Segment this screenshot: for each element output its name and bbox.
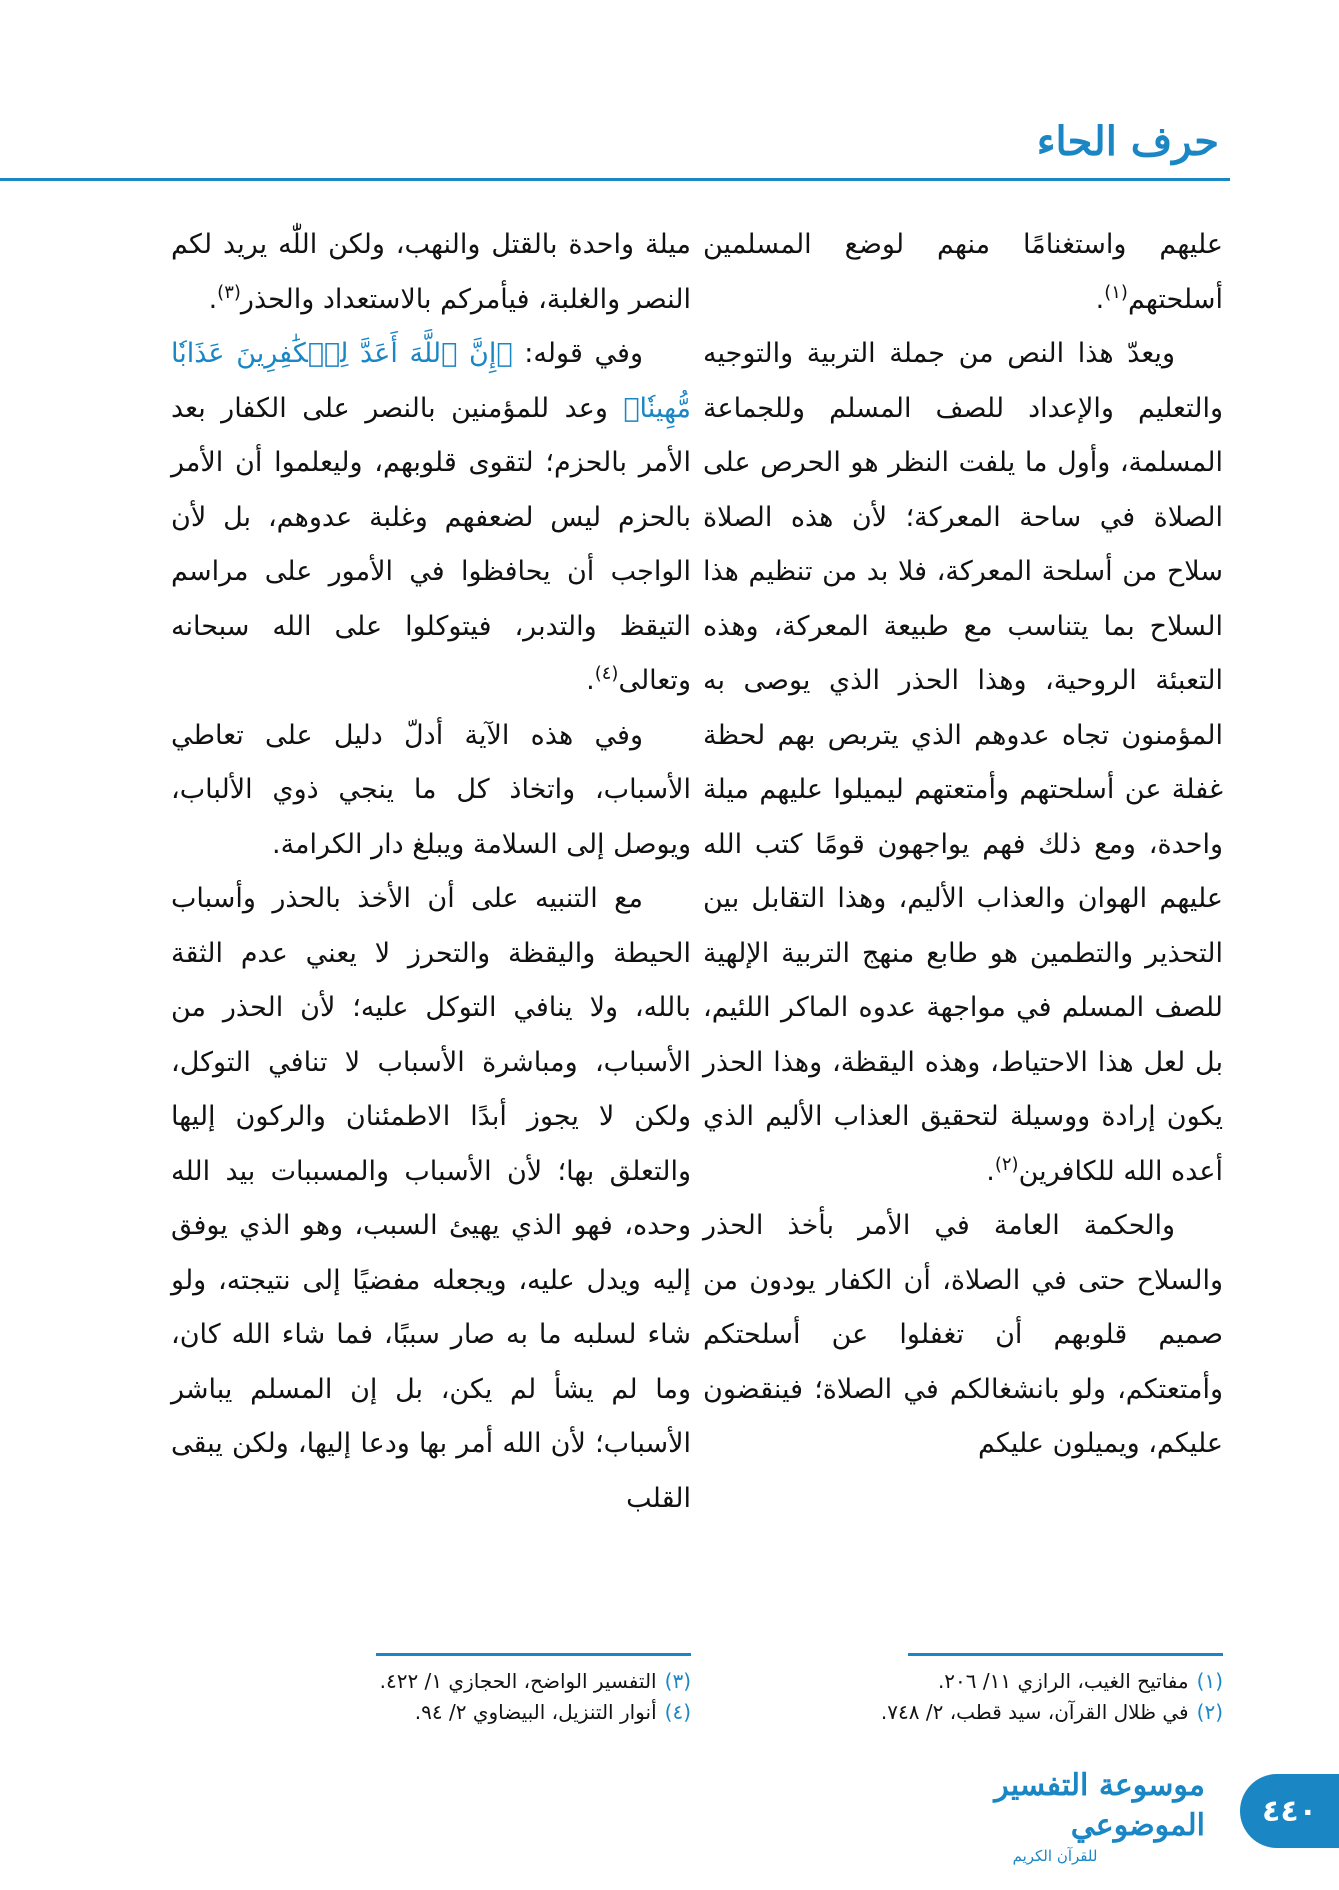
footnote [703,1666,1223,1697]
paragraph: وفي هذه الآية أدلّ دليل على تعاطي الأسباب، واتخاذ كل ما ينجي ذوي الألباب، ويوصل إلى السلامة ويبلغ دار الكرامة. [171,719,691,860]
paragraph-text: وفي قوله: [512,338,643,369]
paragraph: مع التنبيه على أن الأخذ بالحذر وأسباب الحيطة واليقظة والتحرز لا يعني عدم الثقة بالله، ولا ينافي التوكل عليه؛ لأن الحذر من الأسباب، ومباشرة الأسباب لا تنافي التوكل، ولكن لا يجوز أبدًا الاطمئنان والركون إليها والتعلق بها؛ لأن الأسباب والمسببات بيد الله وحده، فهو الذي يهيئ السبب، وهو الذي يوفق إليه ويدل عليه، ويجعله مفضيًا إلى نتيجته، ولو شاء لسلبه ما به صار سببًا، فما شاء الله كان، وما لم يشأ لم يكن، بل إن المسلم يباشر الأسباب؛ لأن الله أمر بها ودعا إليها، ولكن يبقى القلب [171,883,691,1514]
footnote-number: (١) [1196,1669,1223,1693]
footnote-ref[interactable]: (١) [1104,281,1128,303]
paragraph-text: ميلة واحدة بالقتل والنهب، ولكن اللّٰه يريد لكم النصر والغلبة، فيأمركم بالاستعداد والحذر [171,229,691,315]
page-number: ٤٤٠ [1262,1793,1317,1829]
footnotes-left [171,1666,691,1728]
paragraph-text: . [586,665,595,696]
paragraph-text: . [208,283,218,315]
paragraph-text: وعد للمؤمنين بالنصر على الكفار بعد الأمر بالحزم؛ لتقوى قلوبهم، وليعلموا أن الأمر بالحزم ليس لضعفهم وغلبة عدوهم، بل لأن الواجب أن يحافظوا في الأمور على مراسم التيقظ والتدبر، فيتوكلوا على الله سبحانه وتعالى [171,392,691,696]
footnotes-right [703,1666,1223,1728]
footnote-ref[interactable]: (٤) [594,663,619,684]
footnote [703,1697,1223,1728]
footnote-divider [908,1653,1223,1656]
footnote-number: (٢) [1196,1700,1223,1724]
encyclopedia-logo [905,1768,1205,1865]
page-number-badge [1240,1774,1339,1848]
footnote-ref[interactable]: (٢) [994,1153,1019,1175]
paragraph [703,327,1223,1199]
footnote-ref[interactable]: (٣) [217,281,241,303]
quran-verse: ﴿إِنَّ ٱللَّهَ أَعَدَّ لِلۡكَٰفِرِينَ عَذَابٗا مُّهِينٗا﴾ [171,338,691,424]
logo-title: موسوعة التفسير الموضوعي [994,1768,1205,1843]
paragraph-text: . [986,1155,995,1187]
page-header-title: حرف الحاء [1036,118,1219,165]
footnote-text: أنوار التنزيل، البيضاوي ٢/ ٩٤. [414,1700,657,1724]
footnote-number: (٣) [664,1669,691,1693]
header-divider [0,178,1230,181]
paragraph-text: عليهم واستغنامًا منهم لوضع المسلمين أسلحتهم [703,229,1223,315]
footnote-number: (٤) [664,1700,691,1724]
paragraph-text: . [1095,283,1105,315]
footnote-divider [376,1653,691,1656]
footnote [171,1697,691,1728]
text-column-left [171,218,691,1526]
footnote-text: في ظلال القرآن، سيد قطب، ٢/ ٧٤٨. [880,1700,1189,1724]
paragraph [171,218,691,327]
footnote-text: التفسير الواضح، الحجازي ١/ ٤٢٢. [379,1669,657,1693]
footnote-text: مفاتيح الغيب، الرازي ١١/ ٢٠٦. [937,1669,1189,1693]
text-column-right [703,218,1223,1472]
logo-subtitle: للقرآن الكريم [1012,1847,1098,1865]
paragraph [703,218,1223,327]
paragraph [171,327,691,709]
footnote [171,1666,691,1697]
paragraph: والحكمة العامة في الأمر بأخذ الحذر والسلاح حتى في الصلاة، أن الكفار يودون من صميم قلوبهم أن تغفلوا عن أسلحتكم وأمتعتكم، ولو بانشغالكم في الصلاة؛ فينقضون عليكم، ويميلون عليكم [703,1210,1223,1459]
paragraph-text: ويعدّ هذا النص من جملة التربية والتوجيه والتعليم والإعداد للصف المسلم وللجماعة المسلمة، وأول ما يلفت النظر هو الحرص على الصلاة في ساحة المعركة؛ لأن هذه الصلاة سلاح من أسلحة المعركة، فلا بد من تنظيم هذا السلاح بما يتناسب مع طبيعة المعركة، وهذه التعبئة الروحية، وهذا الحذر الذي يوصى به المؤمنون تجاه عدوهم الذي يتربص بهم لحظة غفلة عن أسلحتهم وأمتعتهم ليميلوا عليهم ميلة واحدة، ومع ذلك فهم يواجهون قومًا كتب الله عليهم الهوان والعذاب الأليم، وهذا التقابل بين التحذير والتطمين هو طابع منهج التربية الإلهية للصف المسلم في مواجهة عدوه الماكر اللئيم، بل لعل هذا الاحتياط، وهذه اليقظة، وهذا الحذر يكون إرادة ووسيلة لتحقيق العذاب الأليم الذي أعده الله للكافرين [703,338,1223,1187]
